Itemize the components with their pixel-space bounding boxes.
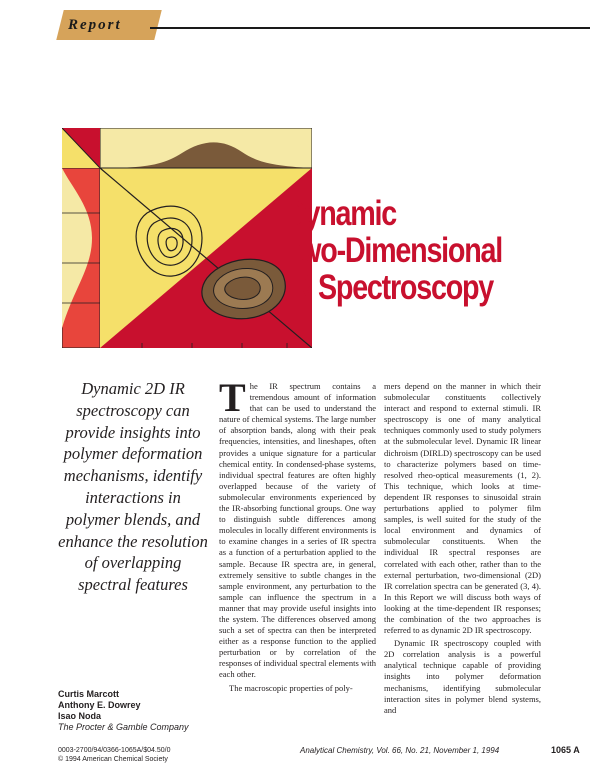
title-illustration	[62, 128, 312, 348]
copyright: © 1994 American Chemical Society	[58, 756, 168, 763]
page-number: 1065 A	[551, 745, 580, 755]
body-paragraph: The macroscopic properties of poly-	[229, 682, 353, 693]
footer-codes	[58, 746, 218, 764]
body-column-1	[219, 375, 376, 694]
author-name: Anthony E. Dowrey	[58, 700, 141, 710]
author-block	[58, 689, 228, 733]
paragraph-text: he IR spectrum contains a tremendous amount of information that can be used to understand the nature of chemical systems. The large number of absorption bands, along with their peak frequencies, intensities, and lineshapes, often provides a unique signature for a particular chemical entity. In condensed-phase systems, individual spectral features are often highly overlapped because of the variety of submolecular environments experienced by the IR-absorbing functional groups. One way to distinguish subtle differences among molecules in locally different environments is to examine changes in a series of IR spectra as a function of a perturbation applied to the sample. Because IR spectra are, in general, extremely sensitive to subtle changes in the sample environment, any perturbation to the sample can influence the spectrum in a manner that may provide useful insights into the system. The differences observed among such a set of spectra can then be interpreted either as a response function to the applied perturbation or by correlation of the responses of individual spectral elements with each other.	[219, 381, 376, 680]
drop-cap: T	[219, 375, 246, 420]
issn-code: 0003-2700/94/0366-1065A/$04.50/0	[58, 747, 171, 754]
body-column-2	[384, 381, 541, 716]
title-line-3: IR Spectroscopy	[285, 268, 494, 307]
body-paragraph: mers depend on the manner in which their submolecular constituents collectively interact and respond to external stimuli. IR spectroscopy is one of many analytical techniques commonly used to study polymers at the submolecular level. Dynamic IR linear dichroism (DIRLD) spectroscopy can be used to characterize polymers based on time-resolved rheo-optical measurements (1, 2). This technique, which looks at time-dependent IR responses to sinusoidal strain perturbations applied to polymer film samples, is well suited for the study of the local environment and dynamics of submolecular constituents. When the individual IR spectral responses are correlated with each other, rather than to the external perturbation, two-dimensional (2D) IR correlation spectra can be generated (3, 4). In this Report we will discuss both ways of looking at the time-dependent IR responses; the combination of the two approaches is referred to as dynamic 2D IR spectroscopy.	[384, 381, 541, 636]
journal-citation: Analytical Chemistry, Vol. 66, No. 21, November 1, 1994	[300, 746, 500, 755]
header-rule	[150, 27, 590, 29]
author-name: Curtis Marcott	[58, 689, 120, 699]
title-line-2: Two-Dimensional	[285, 231, 503, 270]
title-line-1: Dynamic	[285, 194, 397, 233]
pull-quote: Dynamic 2D IR spectroscopy can provide insights into polymer deformation mechanisms, identify interactions in polymer blends, and enhance the resolution of overlapping spectral features	[58, 379, 208, 595]
body-paragraph	[219, 375, 376, 681]
body-paragraph: Dynamic IR spectroscopy coupled with 2D correlation analysis is a powerful analytical technique capable of providing insights into polymer deformation mechanisms, identifying submolecular interaction sites in polymer blend systems, and	[384, 638, 541, 715]
author-affiliation: The Procter & Gamble Company	[58, 722, 189, 732]
article-title	[285, 195, 531, 306]
author-name: Isao Noda	[58, 711, 102, 721]
section-label: Report	[68, 17, 122, 33]
